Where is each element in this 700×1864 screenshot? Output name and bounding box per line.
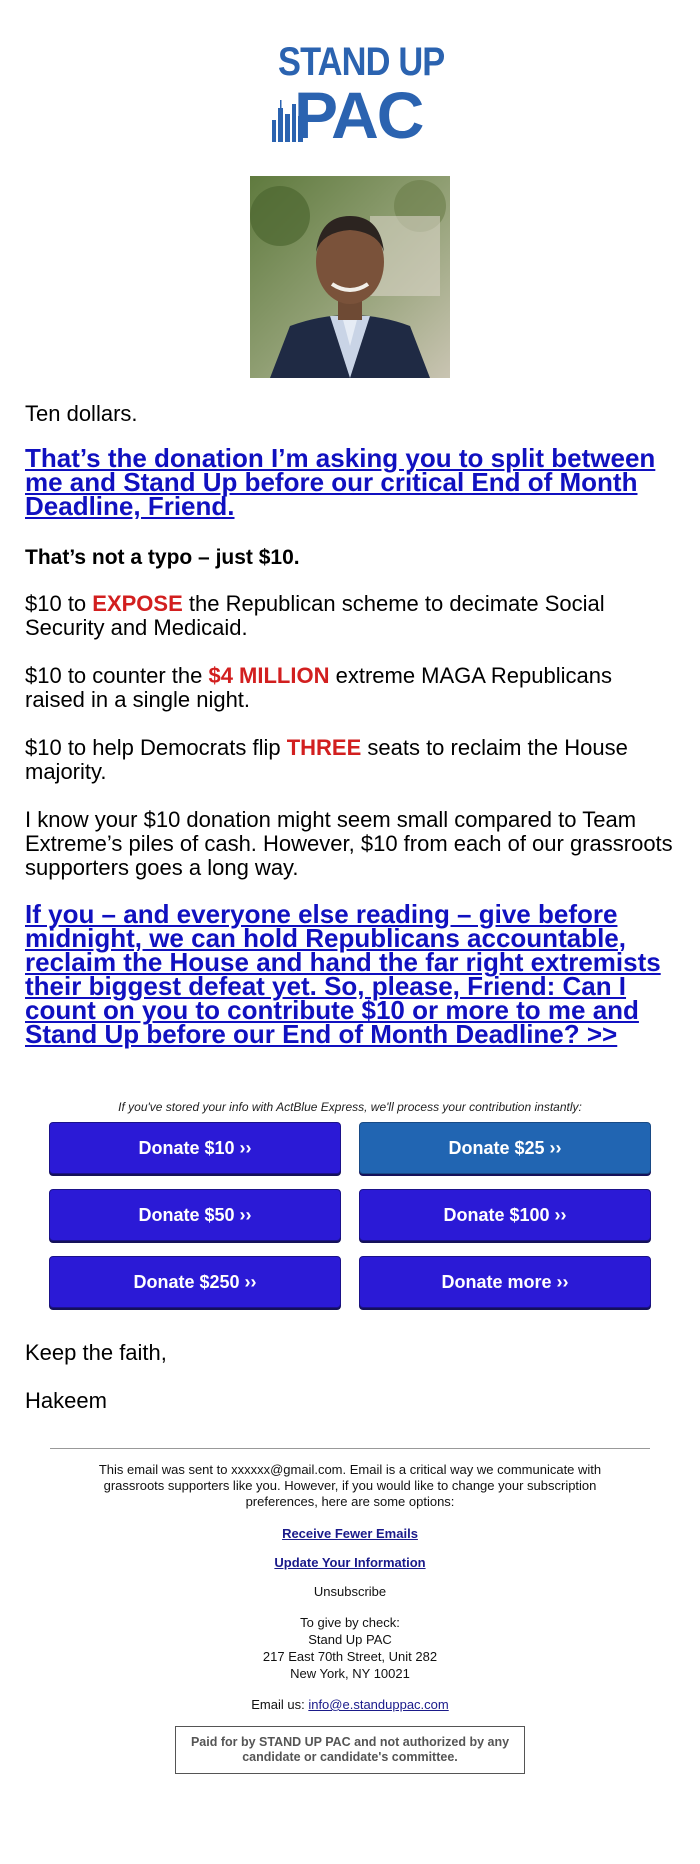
donate-250-button[interactable]: Donate $250 ›› — [49, 1256, 341, 1308]
three-text-a: $10 to help Democrats flip — [25, 735, 287, 760]
address-line1: 217 East 70th Street, Unit 282 — [262, 1649, 438, 1664]
three-text-c: seats to reclaim the House majority. — [25, 735, 628, 784]
million-text-a: $10 to counter the — [25, 663, 209, 688]
intro-line: Ten dollars. — [25, 401, 138, 426]
donate-more-button[interactable]: Donate more ›› — [359, 1256, 651, 1308]
donate-10-button[interactable]: Donate $10 ›› — [49, 1122, 341, 1174]
stand-up-pac-logo — [270, 40, 445, 152]
expose-text-a: $10 to — [25, 591, 93, 616]
email-us-line — [0, 1697, 700, 1713]
signature-name: Hakeem — [25, 1388, 107, 1413]
update-information-link[interactable]: Update Your Information — [274, 1555, 426, 1570]
million-text-c: extreme MAGA Republicans raised in a single night. — [25, 663, 612, 712]
unsubscribe-link[interactable]: Unsubscribe — [313, 1584, 387, 1599]
closing-line: Keep the faith, — [25, 1340, 167, 1365]
not-a-typo: That’s not a typo – just $10. — [25, 546, 300, 569]
actblue-note: If you've stored your info with ActBlue Express, we'll process your contribution instantly: — [118, 1100, 582, 1114]
logo-line1: STAND UP — [278, 40, 445, 84]
email-us-label: Email us: — [251, 1697, 309, 1712]
small-donation-paragraph: I know your $10 donation might seem small compared to Team Extreme’s piles of cash. However, $10 from each of our grassroots supporters goes a long way. — [25, 807, 673, 880]
contribute-ask-link[interactable]: If you – and everyone else reading – give before midnight, we can hold Republicans accountable, reclaim the House and hand the far right extremists their biggest defeat yet. So, please, Friend: Can I count on you to contribute $10 or more to me and Stand Up before our End of Month Deadline? >> — [25, 899, 661, 1049]
three-highlight: THREE — [286, 735, 362, 760]
donate-100-button[interactable]: Donate $100 ›› — [359, 1189, 651, 1241]
donate-50-button[interactable]: Donate $50 ›› — [49, 1189, 341, 1241]
donation-ask-link[interactable]: That’s the donation I’m asking you to split between me and Stand Up before our critical End of Month Deadline, Friend. — [25, 443, 656, 521]
expose-highlight: EXPOSE — [92, 591, 183, 616]
million-paragraph — [25, 664, 675, 712]
contact-email-link[interactable]: info@e.standuppac.com — [308, 1697, 449, 1712]
expose-text-c: the Republican scheme to decimate Social Security and Medicaid. — [25, 591, 605, 640]
footer-divider — [50, 1448, 650, 1449]
paid-for-disclaimer: Paid for by STAND UP PAC and not authorized by any candidate or candidate's committee. — [175, 1726, 525, 1774]
org-name: Stand Up PAC — [308, 1632, 392, 1647]
expose-paragraph — [25, 592, 675, 640]
million-highlight: $4 MILLION — [208, 663, 330, 688]
logo-line2: PAC — [294, 78, 423, 152]
receive-fewer-emails-link[interactable]: Receive Fewer Emails — [282, 1526, 418, 1541]
donate-25-button[interactable]: Donate $25 ›› — [359, 1122, 651, 1174]
footer-sent-text: This email was sent to xxxxxx@gmail.com. Email is a critical way we communicate with grassroots supporters like you. However, if you would like to change your subscription preferences, here are some options: — [98, 1462, 602, 1509]
three-seats-paragraph — [25, 736, 675, 784]
check-label: To give by check: — [300, 1615, 400, 1630]
address-line2: New York, NY 10021 — [290, 1666, 410, 1681]
portrait-photo — [250, 176, 450, 378]
